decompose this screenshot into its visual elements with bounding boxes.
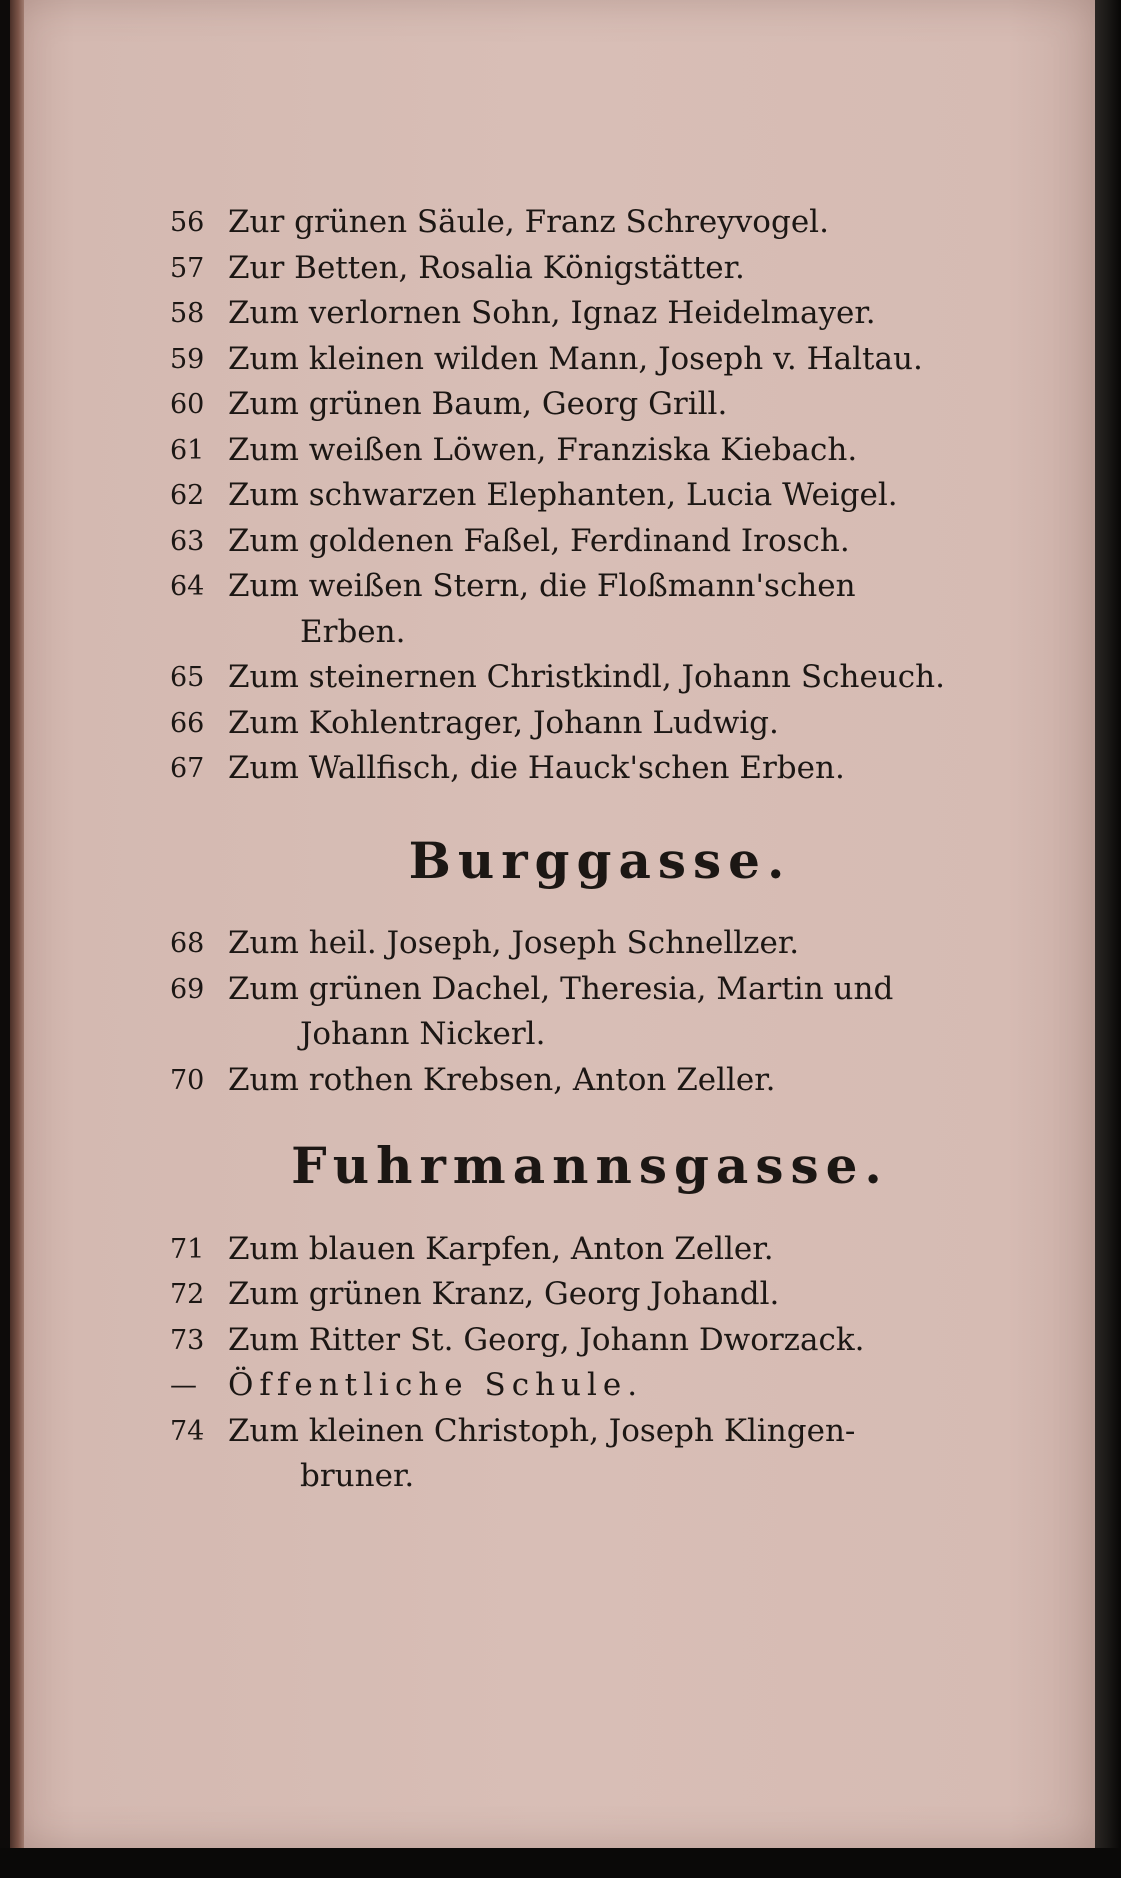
house-number: 56 xyxy=(170,207,205,238)
entry-text: Zum Wallfisch, die Hauck'schen Erben. xyxy=(228,750,845,786)
list-item xyxy=(170,246,990,292)
house-number: 63 xyxy=(170,525,205,557)
house-number: 57 xyxy=(170,252,205,284)
entry-text: Zum kleinen Christoph, Joseph Klingen- xyxy=(228,1412,856,1449)
list-item xyxy=(170,1227,990,1273)
entry-text: Zum steinernen Christkindl, Johann Scheuch. xyxy=(228,659,945,695)
entry-text: Zum rothen Krebsen, Anton Zeller. xyxy=(228,1061,776,1098)
house-number: 67 xyxy=(170,753,205,784)
entry-list-c xyxy=(170,1227,990,1500)
page-content xyxy=(170,200,990,1500)
list-item xyxy=(170,564,990,610)
house-number: 58 xyxy=(170,298,205,329)
book-spine xyxy=(10,0,24,1848)
list-item xyxy=(170,701,990,747)
entry-text: Zum goldenen Faßel, Ferdinand Irosch. xyxy=(228,522,850,559)
entry-text: Öffentliche Schule. xyxy=(228,1367,644,1403)
list-item xyxy=(170,746,990,792)
list-item xyxy=(170,1318,990,1364)
entry-text: Zum grünen Baum, Georg Grill. xyxy=(228,386,728,422)
page-edge-bottom xyxy=(0,1848,1121,1878)
entry-text: Zur Betten, Rosalia Königstätter. xyxy=(228,249,745,286)
entry-text: Zum heil. Joseph, Joseph Schnellzer. xyxy=(228,925,800,961)
entry-text: Zum grünen Kranz, Georg Johandl. xyxy=(228,1276,780,1312)
house-number: 68 xyxy=(170,928,205,959)
list-item xyxy=(170,291,990,337)
list-item xyxy=(170,967,990,1013)
house-number: 60 xyxy=(170,389,205,420)
house-number: — xyxy=(170,1370,197,1401)
section-heading-fuhrmannsgasse: Fuhrmannsgasse. xyxy=(291,1136,889,1195)
list-item xyxy=(170,655,990,701)
book-page xyxy=(10,0,1095,1848)
house-number: 70 xyxy=(170,1064,205,1096)
entry-list-a xyxy=(170,200,990,792)
list-item xyxy=(170,1272,990,1318)
list-item xyxy=(170,921,990,967)
house-number: 74 xyxy=(170,1415,205,1447)
entry-continuation: Johann Nickerl. xyxy=(300,1016,546,1052)
house-number: 72 xyxy=(170,1279,205,1310)
list-item xyxy=(170,473,990,519)
house-number: 64 xyxy=(170,571,205,602)
list-item xyxy=(170,337,990,383)
house-number: 66 xyxy=(170,707,205,739)
entry-list-b xyxy=(170,921,990,1103)
list-item xyxy=(170,200,990,246)
house-number: 71 xyxy=(170,1233,205,1265)
house-number: 73 xyxy=(170,1324,205,1356)
entry-text: Zum blauen Karpfen, Anton Zeller. xyxy=(228,1230,774,1267)
house-number: 65 xyxy=(170,662,205,693)
entry-text: Zum weißen Löwen, Franziska Kiebach. xyxy=(228,431,858,468)
entry-text: Zum weißen Stern, die Floßmann'schen xyxy=(228,568,856,604)
house-number: 61 xyxy=(170,434,205,466)
list-item xyxy=(170,428,990,474)
entry-continuation: bruner. xyxy=(300,1458,415,1494)
house-number: 59 xyxy=(170,343,205,375)
entry-text: Zum verlornen Sohn, Ignaz Heidelmayer. xyxy=(228,295,876,331)
list-item xyxy=(170,1409,990,1455)
list-item xyxy=(170,1058,990,1104)
entry-text: Zur grünen Säule, Franz Schreyvogel. xyxy=(228,204,829,240)
entry-text: Zum schwarzen Elephanten, Lucia Weigel. xyxy=(228,477,898,513)
house-number: 62 xyxy=(170,480,205,511)
entry-text: Zum Ritter St. Georg, Johann Dworzack. xyxy=(228,1321,865,1358)
entry-continuation: Erben. xyxy=(300,613,406,650)
list-item xyxy=(170,519,990,565)
page-edge-right xyxy=(1095,0,1121,1878)
section-heading-burggasse: Burggasse. xyxy=(408,830,792,890)
entry-text: Zum grünen Dachel, Theresia, Martin und xyxy=(228,970,894,1007)
entry-text: Zum kleinen wilden Mann, Joseph v. Haltau. xyxy=(228,340,923,377)
list-item xyxy=(170,1363,990,1409)
house-number: 69 xyxy=(170,973,205,1005)
entry-text: Zum Kohlentrager, Johann Ludwig. xyxy=(228,704,779,741)
list-item xyxy=(170,382,990,428)
